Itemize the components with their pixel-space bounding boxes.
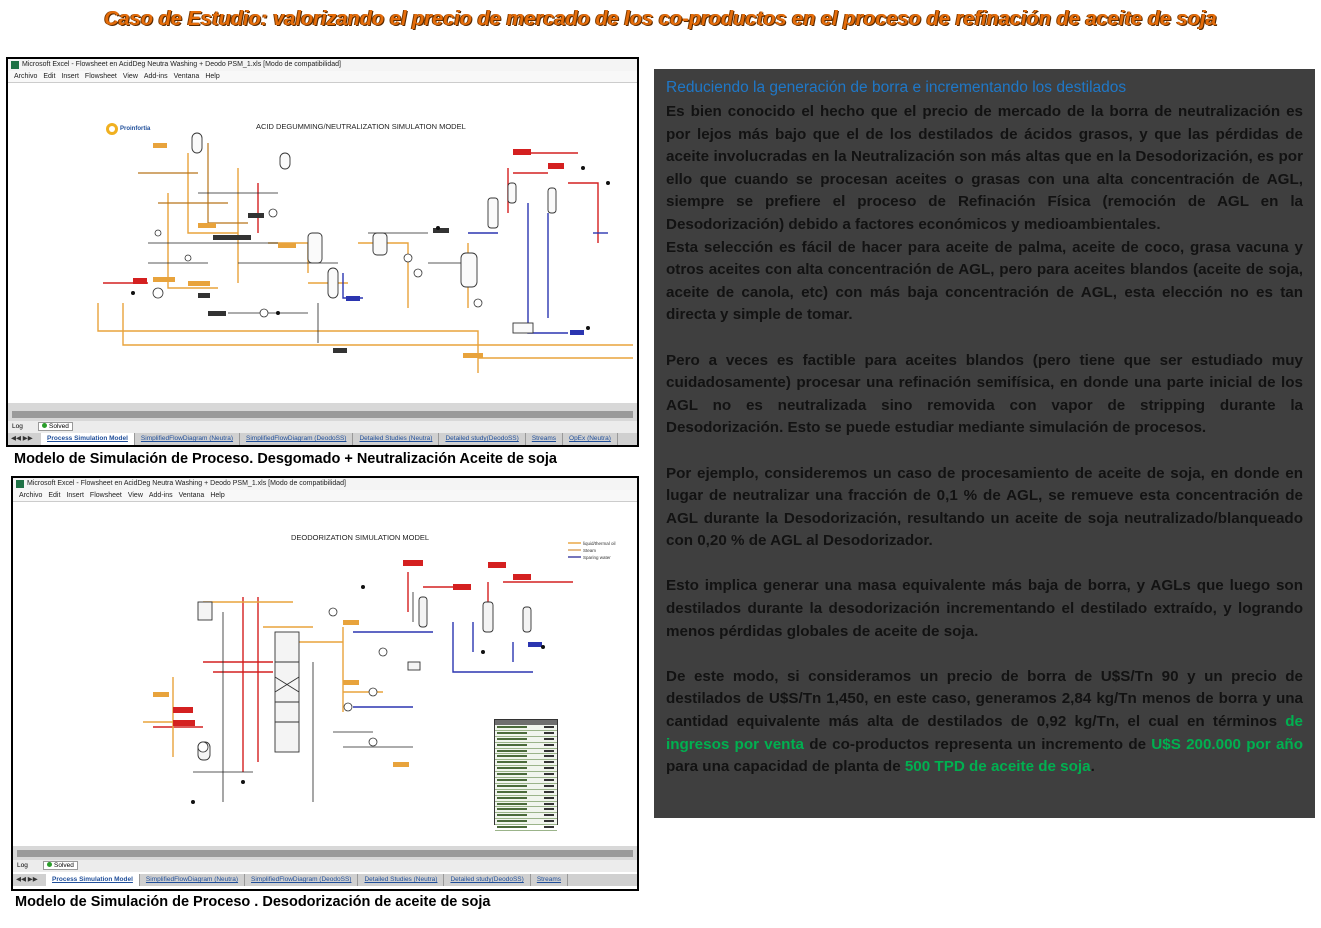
tab-detailed-study-deodoss[interactable]: Detailed study(DeodoSS) [439,433,525,445]
solved-icon [47,862,52,867]
svg-text:Steam: Steam [583,548,597,553]
window-titlebar: Microsoft Excel - Flowsheet en AcidDeg Neutra Washing + Deodo PSM_1.xls [Modo de compatibilidad] [13,478,637,490]
solved-indicator: Solved [38,422,73,431]
sheet-tabs [8,433,637,445]
excel-window-deodorization [11,476,639,891]
menu-archivo[interactable]: Archivo [14,73,38,80]
neutralization-flowsheet-diagram [8,83,633,403]
menu-add-ins[interactable]: Add-ins [143,73,168,80]
solved-icon [42,423,47,428]
tab-detailed-studies-neutra[interactable]: Detailed Studies (Neutra) [353,433,439,445]
canvas-footer [8,403,637,421]
menu-help[interactable]: Help [205,73,220,80]
svg-text:Proinfortia: Proinfortia [120,126,151,132]
sheet-tabs [13,874,637,886]
menu-flowsheet[interactable]: Flowsheet [84,73,117,80]
log-button[interactable]: Log [17,862,28,869]
results-table [494,719,558,825]
menu-edit[interactable]: Edit [43,73,56,80]
highlight-annual-increase: U$S 200.000 por año [1151,735,1303,753]
tab-streams[interactable]: Streams [531,874,568,886]
model-title: DEODORIZATION SIMULATION MODEL [291,533,430,542]
tab-process-simulation-model[interactable]: Process Simulation Model [41,433,135,445]
tab-nav-arrows-icon[interactable]: ◀◀ ▶▶ [16,876,38,883]
paragraph-3: Pero a veces es factible para aceites blandos (pero tiene que ser estudiado muy cuidadosamente) procesar una refinación semifísica, en donde una parte inicial de los AGL no es neutralizada sino removida con vapor de stripping durante la Desodorización. Esto se puede estudiar mediante simulación de procesos. [666,351,1303,437]
paragraph-6: De este modo, si consideramos un precio de borra de U$S/Tn 90 y un precio de destilados de U$S/Tn 1,450, en este caso, generamos 2,84 kg/Tn menos de borra y una cantidad equivalente más alta de destilados de 0,92 kg/Tn, el cual en términos de ingresos por venta de co-productos representa un incremento de U$S 200.000 por año para una capacidad de planta de 500 TPD de aceite de soja. [666,667,1303,776]
panel-heading: Reduciendo la generación de borra e incrementando los destilados [666,79,1127,96]
model-title: ACID DEGUMMING/NEUTRALIZATION SIMULATION MODEL [256,122,466,131]
svg-text:Sparing water: Sparing water [583,555,611,560]
menu-ventana[interactable]: Ventana [173,73,200,80]
menu-view[interactable]: View [122,73,138,80]
tab-nav-arrows-icon[interactable]: ◀◀ ▶▶ [11,435,33,442]
solved-indicator: Solved [43,861,78,870]
excel-icon [16,480,24,488]
status-row [8,421,637,433]
menu-insert[interactable]: Insert [61,73,79,80]
company-logo [106,123,151,135]
menu-archivo[interactable]: Archivo [19,492,43,499]
tab-process-simulation-model[interactable]: Process Simulation Model [46,874,140,886]
menu-edit[interactable]: Edit [48,492,61,499]
excel-window-neutralization [6,57,639,447]
svg-text:liquid/thermal oil: liquid/thermal oil [583,541,616,546]
log-button[interactable]: Log [12,423,23,430]
caption-deodorization: Modelo de Simulación de Proceso . Desodorización de aceite de soja [15,894,491,910]
menu-add-ins[interactable]: Add-ins [148,492,173,499]
tab-simplified-flow-deodoss[interactable]: SimplifiedFlowDiagram (DeodoSS) [240,433,353,445]
menu-flowsheet[interactable]: Flowsheet [89,492,122,499]
highlight-sales-revenue: de ingresos por venta [666,713,1303,753]
horizontal-scrollbar[interactable] [12,411,633,418]
menu-help[interactable]: Help [210,492,225,499]
tab-streams[interactable]: Streams [526,433,563,445]
tab-simplified-flow-neutra[interactable]: SimplifiedFlowDiagram (Neutra) [135,433,240,445]
horizontal-scrollbar[interactable] [17,850,633,857]
paragraph-4: Por ejemplo, consideremos un caso de procesamiento de aceite de soja, en donde en lugar de neutralizar una fracción de 0,1 % de AGL, se remueve esta concentración de AGL durante la Desodorización, resultando un aceite de soja neutralizado/blanqueado con 0,20 % de AGL al Desodorizador. [666,464,1303,550]
tab-opex-neutra[interactable]: OpEx (Neutra) [563,433,618,445]
paragraph-2: Esta selección es fácil de hacer para aceite de palma, aceite de coco, grasa vacuna y otros aceites con alta concentración de AGL, pero para aceites blandos (aceite de soja, aceite de canola, etc) con más baja concentración de AGL, esta elección no es tan directa y simple de tomar. [666,238,1303,324]
flowsheet-canvas[interactable] [8,83,637,403]
menu-insert[interactable]: Insert [66,492,84,499]
menu-view[interactable]: View [127,492,143,499]
legend [568,541,616,560]
excel-icon [11,61,19,69]
menu-bar [13,490,637,502]
paragraph-5: Esto implica generar una masa equivalente más baja de borra, y AGLs que luego son destilados durante la desodorización incrementando el destilado extraído, y logrando menos pérdidas globales de aceite de soja. [666,577,1303,640]
menu-bar [8,71,637,83]
page-title: Caso de Estudio: valorizando el precio de mercado de los co-productos en el proceso de refinación de aceite de soja [104,8,1217,30]
tab-simplified-flow-deodoss[interactable]: SimplifiedFlowDiagram (DeodoSS) [245,874,358,886]
tab-detailed-study-deodoss[interactable]: Detailed study(DeodoSS) [444,874,530,886]
tab-detailed-studies-neutra[interactable]: Detailed Studies (Neutra) [358,874,444,886]
canvas-footer [13,846,637,860]
caption-neutralization: Modelo de Simulación de Proceso. Desgomado + Neutralización Aceite de soja [14,451,557,467]
tab-simplified-flow-neutra[interactable]: SimplifiedFlowDiagram (Neutra) [140,874,245,886]
highlight-plant-capacity: 500 TPD de aceite de soja [904,758,1091,776]
window-titlebar: Microsoft Excel - Flowsheet en AcidDeg Neutra Washing + Deodo PSM_1.xls [Modo de compatibilidad] [8,59,637,71]
paragraph-1: Es bien conocido el hecho que el precio de mercado de la borra de neutralización es por lejos más bajo que el de los destilados de ácidos grasos, y que las pérdidas de aceite involucradas en la Neutralización son más altas que en la Desodorización, es por ello que cuando se procesan aceites o grasas con una alta concentración de AGL, siempre se prefiere el proceso de Refinación Física (remoción de AGL en la Desodorización) debido a factores económicos y medioambientales. [666,103,1303,233]
case-study-panel [654,69,1315,818]
menu-ventana[interactable]: Ventana [178,492,205,499]
flowsheet-canvas[interactable] [13,502,637,846]
status-row [13,860,637,872]
